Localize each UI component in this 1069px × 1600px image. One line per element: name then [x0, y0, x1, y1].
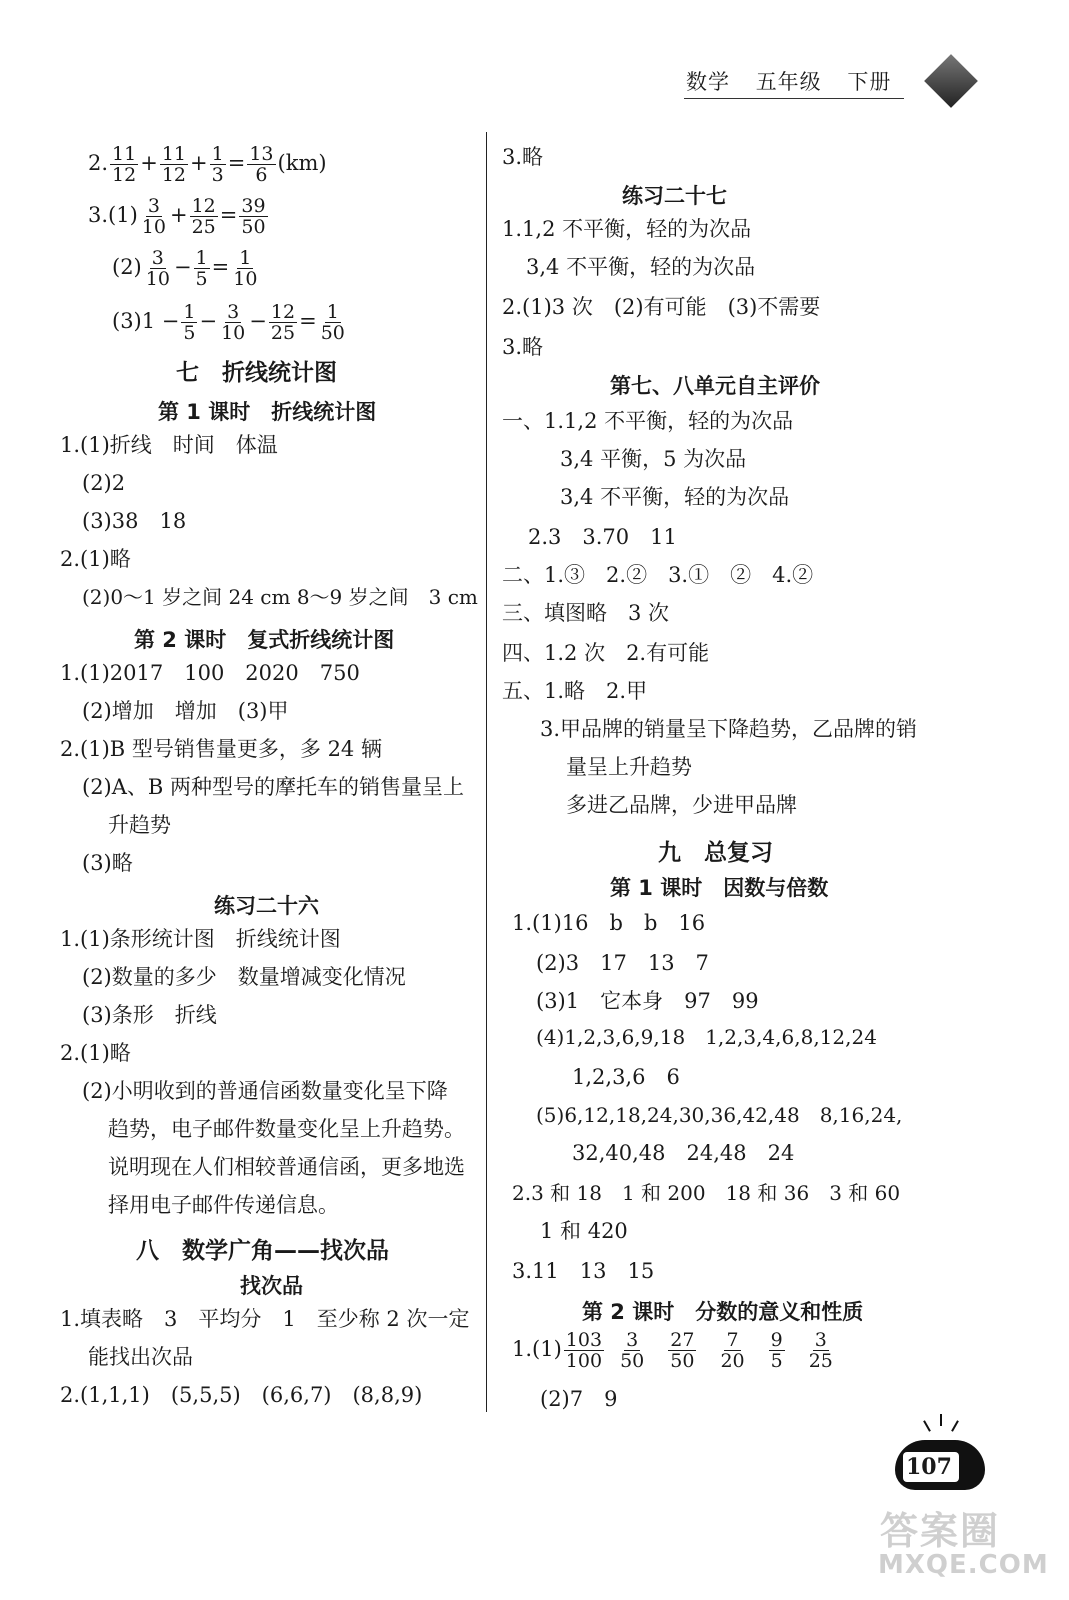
answer-line: 趋势，电子邮件数量变化呈上升趋势。 [108, 1117, 465, 1141]
answer-line: 量呈上升趋势 [566, 755, 692, 779]
answer-line: (3)略 [82, 851, 133, 875]
sparkle-icon [923, 1420, 931, 1431]
answer-line: 3.11 13 15 [512, 1259, 655, 1283]
answer-line: 1,2,3,6 6 [572, 1065, 680, 1089]
answer-line: 3,4 平衡，5 为次品 [560, 447, 747, 471]
answer-line: 32,40,48 24,48 24 [572, 1141, 795, 1165]
answer-line: 多进乙品牌，少进甲品牌 [566, 793, 797, 817]
answer-line: 3.甲品牌的销量呈下降趋势，乙品牌的销 [540, 717, 918, 741]
answer-line: 3,4 不平衡，轻的为次品 [560, 485, 790, 509]
answer-line: (3)1 它本身 97 99 [536, 989, 759, 1013]
answer-line: 五、1.略 2.甲 [502, 679, 648, 703]
answer-line: (2)0～1 岁之间 24 cm 8～9 岁之间 3 cm [82, 585, 478, 609]
answer-line: (2)2 [82, 471, 126, 495]
answer-line: (2)7 9 [540, 1387, 618, 1411]
page-header [686, 66, 909, 96]
exercise-title: 练习二十六 [214, 894, 319, 918]
exercise-title: 练习二十七 [622, 184, 727, 208]
answer-line: 能找出次品 [88, 1345, 193, 1369]
answer-line: 1.1,2 不平衡，轻的为次品 [502, 217, 752, 241]
answer-line: (2)A、B 两种型号的摩托车的销售量呈上 [82, 775, 465, 799]
answer-line: 1.(1)2017 100 2020 750 [60, 661, 360, 685]
answer-line: 3.(1) $\frac{3}{10}$ + $\frac{12}{25}$ = $\frac{39}{50}$ [88, 195, 266, 238]
answer-line: 说明现在人们相较普通信函，更多地选 [108, 1155, 465, 1179]
sparkle-icon [940, 1414, 942, 1426]
answer-line: (2)3 17 13 7 [536, 951, 709, 975]
answer-line: 2.(1)3 次 (2)有可能 (3)不需要 [502, 295, 821, 319]
answer-line: 1.(1)折线 时间 体温 [60, 433, 278, 457]
answer-line: 2.(1)B 型号销售量更多，多 24 辆 [60, 737, 382, 761]
answer-line: 1.(1) $\frac{103}{100}$ $\frac{3}{50}$ $\frac{27}{50}$ $\frac{7}{20}$ $\frac{9}{5}$ $\frac{3}{25}$ [512, 1329, 833, 1372]
answer-line: 二、1.③ 2.② 3.① ② 4.② [502, 563, 814, 587]
header-diamond-icon [924, 54, 978, 108]
header-volume: 下册 [847, 70, 892, 94]
answer-line: 择用电子邮件传递信息。 [108, 1193, 339, 1217]
unit-title: 八 数学广角——找次品 [136, 1238, 389, 1264]
answer-line: (4)1,2,3,6,9,18 1,2,3,4,6,8,12,24 [536, 1025, 877, 1049]
answer-line: (2)增加 增加 (3)甲 [82, 699, 289, 723]
watermark-text: 答案圈 [880, 1509, 1001, 1553]
lesson-title: 第 1 课时 折线统计图 [158, 400, 377, 424]
column-divider [486, 132, 487, 1412]
watermark-url: MXQE.COM [878, 1550, 1049, 1580]
answer-line: 3,4 不平衡，轻的为次品 [526, 255, 756, 279]
answer-line: 1.填表略 3 平均分 1 至少称 2 次一定 [60, 1307, 470, 1331]
answer-line: (3)1 − $\frac{1}{5}$ − $\frac{3}{10}$ − $\frac{12}{25}$ = $\frac{1}{50}$ [112, 301, 345, 344]
unit-title: 七 折线统计图 [176, 360, 337, 386]
answer-line: 2.3 3.70 11 [528, 525, 677, 549]
answer-line: 一、1.1,2 不平衡，轻的为次品 [502, 409, 794, 433]
evaluation-title: 第七、八单元自主评价 [610, 374, 820, 398]
page-number: 107 [906, 1454, 952, 1480]
answer-line: 2. $\frac{11}{12}$ + $\frac{11}{12}$ + $\frac{1}{3}$ = $\frac{13}{6}$ (km) [88, 143, 327, 186]
answer-line: (2) $\frac{3}{10}$ − $\frac{1}{5}$ = $\frac{1}{10}$ [112, 247, 258, 290]
answer-line: (3)条形 折线 [82, 1003, 217, 1027]
answer-line: 1.(1)16 b b 16 [512, 911, 706, 935]
answer-line: 四、1.2 次 2.有可能 [502, 641, 710, 665]
section-title: 找次品 [240, 1274, 303, 1298]
answer-line: 三、填图略 3 次 [502, 601, 670, 625]
answer-line: 1 和 420 [540, 1219, 628, 1243]
answer-line: 1.(1)条形统计图 折线统计图 [60, 927, 341, 951]
answer-line: 2.(1)略 [60, 547, 131, 571]
answer-line: (5)6,12,18,24,30,36,42,48 8,16,24, [536, 1103, 903, 1127]
lesson-title: 第 2 课时 分数的意义和性质 [582, 1300, 864, 1324]
sparkle-icon [951, 1420, 959, 1431]
answer-line: 2.(1)略 [60, 1041, 131, 1065]
answer-line: 3.略 [502, 145, 544, 169]
lesson-title: 第 2 课时 复式折线统计图 [134, 628, 395, 652]
answer-line: 3.略 [502, 335, 544, 359]
unit-title: 九 总复习 [658, 840, 773, 866]
answer-line: 升趋势 [108, 813, 171, 837]
header-rule [684, 98, 904, 99]
header-subject: 数学 [686, 70, 730, 94]
answer-line: (3)38 18 [82, 509, 187, 533]
answer-line: 2.(1,1,1) (5,5,5) (6,6,7) (8,8,9) [60, 1383, 423, 1407]
answer-line: (2)数量的多少 数量增减变化情况 [82, 965, 406, 989]
lesson-title: 第 1 课时 因数与倍数 [610, 876, 829, 900]
answer-line: 2.3 和 18 1 和 200 18 和 36 3 和 60 [512, 1181, 901, 1205]
answer-line: (2)小明收到的普通信函数量变化呈下降 [82, 1079, 448, 1103]
header-grade: 五年级 [755, 70, 822, 94]
